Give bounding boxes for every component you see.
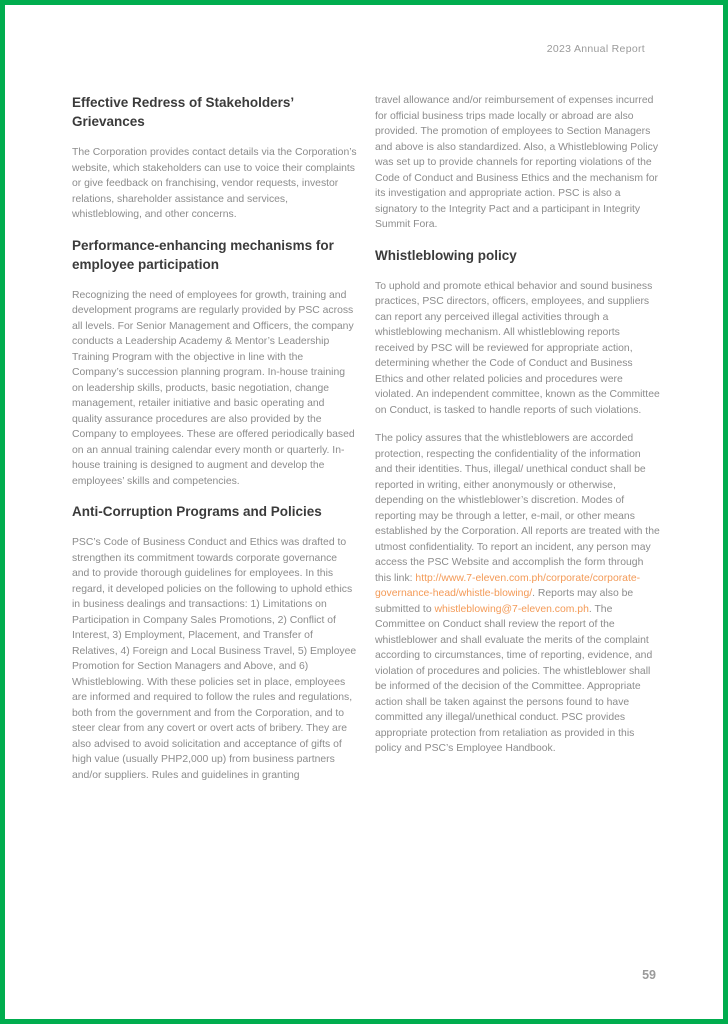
section-paragraph: The Corporation provides contact details via the Corporation’s website, which stakeholders can use to voice their complaints or give feedback on franchising, vendor requests, investor relations, shareholder assistance and services, whistleblowing, and other concerns.	[72, 147, 357, 220]
paragraph-text: . Reports may also be submitted to	[375, 588, 634, 615]
running-header: 2023 Annual Report	[546, 43, 645, 55]
page-number: 59	[642, 968, 656, 982]
section-paragraph	[375, 431, 660, 757]
section-paragraph: PSC’s Code of Business Conduct and Ethics was drafted to strengthen its commitment towards corporate governance and to provide thorough guidelines for employees. In this regard, it developed policies on the following to uphold ethics in business dealings and transactions: 1) Limitations on Participation in Company Sales Promotions, 2) Conflict of Interest, 3) Employment, Placement, and Transfer of Relatives, 4) Foreign and Local Business Travel, 5) Employee Promotion for Section Managers and Above, and 6) Whistleblowing. With these policies set in place, employees are informed and required to follow the rules and regulations, both from the government and from the Corporation, and to steer clear from any covert or overt acts of bribery. They are also advised to avoid solicitation and acceptance of gifts of high value (usually PHP2,000 up) from business partners and/or suppliers. Rules and guidelines in granting	[72, 537, 357, 781]
whistleblowing-form-link[interactable]: http://www.7-eleven.com.ph/corporate/corporate-governance-head/whistle-blowing/	[375, 572, 641, 599]
section-heading: Effective Redress of Stakeholders’ Grievances	[72, 95, 294, 129]
whistleblowing-email-link[interactable]: whistleblowing@7-eleven.com.ph	[434, 603, 589, 615]
right-column	[375, 93, 660, 757]
paragraph-text: . The Committee on Conduct shall review the report of the whistleblower and shall evaluate the merits of the complaint according to circumstances, time of reporting, evidence, and violation of procedures and policies. The whistleblower shall be informed of the decision of the Committee. Appropriate action shall be taken against the persons found to have committed any illegal/unethical conduct. PSC provides appropriate protection from retaliation as provided in this policy and PSC’s Employee Handbook.	[375, 603, 653, 754]
continuation-paragraph: travel allowance and/or reimbursement of expenses incurred for official business trips made locally or abroad are also provided. The promotion of employees to Section Managers and above is also standardized. Also, a Whistleblowing Policy was set up to provide channels for reporting violations of the Code of Conduct and Business Ethics and the mechanism for its investigation and appropriate action. PSC is also a signatory to the Integrity Pact and a participant in Integrity Summit Fora.	[375, 95, 659, 230]
section-heading: Performance-enhancing mechanisms for employee participation	[72, 237, 334, 272]
section-paragraph: Recognizing the need of employees for growth, training and development programs are regularly provided by PSC across all levels. For Senior Management and Officers, the company conducts a Leadership Academy & Mentor’s Leadership Training Program with the objective in line with the Company’s succession planning program. In-house training on leadership skills, products, basic negotiation, change management, retailer initiative and basic operating and quality assurance procedures are also provided by the Company to employees. These are offered periodically based on an annual training calendar every month or quarterly. In-house training is designed to augment and develop the employees’ skills and competencies.	[72, 289, 355, 487]
left-column	[72, 93, 357, 783]
section-employee-participation	[72, 236, 357, 490]
section-paragraph: To uphold and promote ethical behavior and sound business practices, PSC directors, officers, employees, and suppliers can report any perceived illegal activities through a whistleblowing mechanism. All whistleblowing reports received by PSC will be reviewed for appropriate action, determining whether the Code of Conduct and Business Ethics and other related policies and procedures were violated. An independent committee, known as the Committee on Conduct, is tasked to handle reports of such violations.	[375, 280, 660, 416]
section-whistleblowing-policy	[375, 246, 660, 757]
paragraph-text: The policy assures that the whistleblowers are accorded protection, respecting the confidentiality of the information and their identities. Thus, illegal/ unethical conduct shall be reported in writing, either anonymously or otherwise, depending on the whistleblower’s discretion. Modes of reporting may be through a letter, e-mail, or other means established by the Corporation. All reports are treated with the utmost confidentiality. To report an incident, any person may access the PSC Website and accomplish the form through this link:	[375, 433, 660, 584]
section-heading: Whistleblowing policy	[375, 247, 517, 263]
section-heading: Anti-Corruption Programs and Policies	[72, 504, 322, 519]
section-anti-corruption	[72, 502, 357, 783]
section-stakeholder-grievances	[72, 93, 357, 223]
